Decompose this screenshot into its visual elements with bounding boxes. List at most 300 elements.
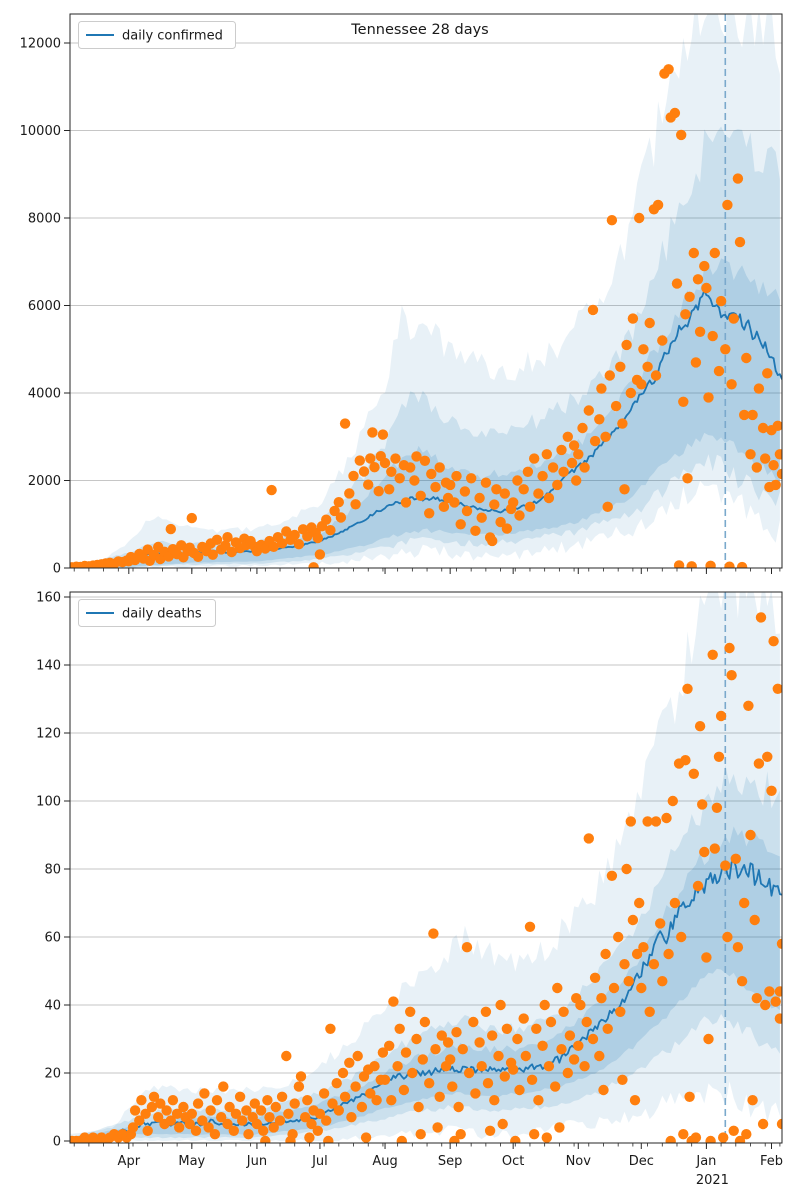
scatter-point (617, 418, 627, 428)
scatter-point (407, 1068, 417, 1078)
scatter-point (323, 1136, 333, 1146)
scatter-point (315, 549, 325, 559)
scatter-point (537, 471, 547, 481)
scatter-point (684, 1092, 694, 1102)
scatter-point (369, 1061, 379, 1071)
scatter-point (615, 1007, 625, 1017)
scatter-point (548, 462, 558, 472)
scatter-point (416, 1129, 426, 1139)
scatter-point (130, 1105, 140, 1115)
scatter-point (596, 993, 606, 1003)
scatter-point (271, 1102, 281, 1112)
scatter-point (210, 1129, 220, 1139)
scatter-point (313, 533, 323, 543)
scatter-point (523, 467, 533, 477)
scatter-point (542, 449, 552, 459)
scatter-point (752, 993, 762, 1003)
scatter-point (699, 261, 709, 271)
scatter-point (590, 973, 600, 983)
scatter-point (638, 344, 648, 354)
scatter-point (556, 445, 566, 455)
scatter-point (588, 1034, 598, 1044)
scatter-point (739, 898, 749, 908)
scatter-point (716, 711, 726, 721)
scatter-point (451, 471, 461, 481)
scatter-point (401, 1047, 411, 1057)
scatter-point (229, 1126, 239, 1136)
scatter-point (296, 1071, 306, 1081)
scatter-point (537, 1041, 547, 1051)
scatter-point (489, 1095, 499, 1105)
scatter-point (680, 309, 690, 319)
scatter-point (674, 560, 684, 570)
scatter-point (754, 758, 764, 768)
scatter-point (775, 1013, 785, 1023)
scatter-point (603, 1024, 613, 1034)
y-tick-label: 20 (44, 1066, 61, 1082)
scatter-point (334, 497, 344, 507)
scatter-point (413, 1102, 423, 1112)
scatter-point (716, 296, 726, 306)
scatter-point (212, 1095, 222, 1105)
scatter-point (420, 1017, 430, 1027)
scatter-point (397, 1136, 407, 1146)
scatter-point (456, 1129, 466, 1139)
scatter-point (344, 488, 354, 498)
scatter-point (621, 864, 631, 874)
scatter-point (277, 1092, 287, 1102)
scatter-point (521, 1051, 531, 1061)
scatter-point (626, 388, 636, 398)
scatter-point (392, 1061, 402, 1071)
scatter-point (325, 525, 335, 535)
scatter-point (705, 561, 715, 571)
scatter-point (766, 786, 776, 796)
scatter-point (348, 471, 358, 481)
scatter-point (136, 1095, 146, 1105)
scatter-point (682, 473, 692, 483)
scatter-point (676, 932, 686, 942)
scatter-point (577, 423, 587, 433)
scatter-point (666, 1136, 676, 1146)
scatter-point (638, 942, 648, 952)
scatter-point (544, 493, 554, 503)
scatter-point (676, 130, 686, 140)
scatter-point (321, 1115, 331, 1125)
scatter-point (603, 502, 613, 512)
x-year-label: 2021 (695, 1173, 729, 1188)
scatter-point (701, 283, 711, 293)
scatter-point (353, 1051, 363, 1061)
scatter-point (424, 508, 434, 518)
scatter-point (174, 1122, 184, 1132)
scatter-point (332, 1078, 342, 1088)
scatter-point (756, 612, 766, 622)
scatter-point (143, 1126, 153, 1136)
scatter-point (468, 1017, 478, 1027)
scatter-point (695, 721, 705, 731)
scatter-point (657, 335, 667, 345)
scatter-point (430, 482, 440, 492)
scatter-point (256, 1105, 266, 1115)
scatter-point (567, 458, 577, 468)
scatter-point (661, 813, 671, 823)
scatter-point (493, 1051, 503, 1061)
scatter-point (264, 1112, 274, 1122)
scatter-point (760, 1000, 770, 1010)
scatter-point (395, 1024, 405, 1034)
scatter-point (384, 484, 394, 494)
scatter-point (420, 456, 430, 466)
scatter-point (720, 860, 730, 870)
scatter-point (563, 1068, 573, 1078)
scatter-point (758, 1119, 768, 1129)
scatter-point (321, 515, 331, 525)
scatter-point (726, 379, 736, 389)
scatter-point (168, 1095, 178, 1105)
scatter-point (699, 847, 709, 857)
scatter-point (743, 701, 753, 711)
scatter-point (308, 562, 318, 572)
scatter-point (733, 173, 743, 183)
scatter-point (512, 1034, 522, 1044)
scatter-point (693, 274, 703, 284)
scatter-point (338, 1068, 348, 1078)
scatter-point (594, 414, 604, 424)
scatter-point (466, 473, 476, 483)
scatter-point (663, 64, 673, 74)
scatter-point (401, 497, 411, 507)
scatter-point (405, 1007, 415, 1017)
scatter-point (531, 1024, 541, 1034)
scatter-point (187, 1109, 197, 1119)
x-month-label: Sep (437, 1154, 463, 1169)
scatter-point (731, 854, 741, 864)
scatter-point (474, 1037, 484, 1047)
scatter-point (514, 510, 524, 520)
scatter-point (367, 427, 377, 437)
scatter-point (710, 248, 720, 258)
scatter-point (708, 331, 718, 341)
scatter-point (500, 1071, 510, 1081)
scatter-point (645, 1007, 655, 1017)
scatter-point (498, 1119, 508, 1129)
bottom-uncertainty-bands (70, 558, 780, 1141)
scatter-point (590, 436, 600, 446)
scatter-point (771, 996, 781, 1006)
scatter-point (424, 1078, 434, 1088)
scatter-point (380, 458, 390, 468)
scatter-point (628, 915, 638, 925)
scatter-point (605, 370, 615, 380)
scatter-point (378, 429, 388, 439)
scatter-point (668, 796, 678, 806)
scatter-point (768, 636, 778, 646)
scatter-point (508, 497, 518, 507)
scatter-point (619, 959, 629, 969)
scatter-point (529, 453, 539, 463)
scatter-point (703, 392, 713, 402)
y-tick-label: 0 (52, 561, 61, 577)
scatter-point (651, 816, 661, 826)
scatter-point (390, 453, 400, 463)
scatter-point (552, 983, 562, 993)
y-tick-label: 10000 (19, 124, 61, 139)
scatter-point (336, 512, 346, 522)
scatter-point (527, 1075, 537, 1085)
scatter-point (546, 1017, 556, 1027)
scatter-point (579, 1061, 589, 1071)
y-tick-label: 160 (36, 590, 61, 606)
scatter-point (670, 898, 680, 908)
y-tick-label: 100 (36, 794, 61, 810)
y-tick-label: 0 (52, 1134, 61, 1150)
scatter-point (470, 526, 480, 536)
scatter-point (703, 1034, 713, 1044)
scatter-point (691, 357, 701, 367)
scatter-point (275, 1115, 285, 1125)
scatter-point (750, 915, 760, 925)
scatter-point (615, 362, 625, 372)
scatter-point (729, 313, 739, 323)
scatter-point (642, 362, 652, 372)
scatter-point (747, 1095, 757, 1105)
bottom-subplot (36, 558, 787, 1188)
scatter-point (319, 1088, 329, 1098)
scatter-point (626, 816, 636, 826)
x-month-label: Jun (246, 1154, 268, 1169)
scatter-point (760, 453, 770, 463)
scatter-point (729, 1126, 739, 1136)
scatter-point (477, 1061, 487, 1071)
scatter-point (684, 292, 694, 302)
scatter-point (350, 499, 360, 509)
x-month-label: Jul (312, 1154, 328, 1169)
y-tick-label: 140 (36, 658, 61, 674)
scatter-point (237, 1115, 247, 1125)
scatter-point (678, 1129, 688, 1139)
scatter-point (613, 932, 623, 942)
scatter-point (617, 1075, 627, 1085)
y-tick-label: 80 (44, 862, 61, 878)
x-month-label: Jan (696, 1154, 717, 1169)
scatter-point (588, 305, 598, 315)
scatter-point (487, 536, 497, 546)
scatter-point (645, 318, 655, 328)
scatter-point (470, 1088, 480, 1098)
scatter-point (607, 871, 617, 881)
scatter-point (258, 1126, 268, 1136)
scatter-point (768, 460, 778, 470)
scatter-point (584, 405, 594, 415)
scatter-point (386, 467, 396, 477)
scatter-point (775, 986, 785, 996)
scatter-point (722, 932, 732, 942)
scatter-point (302, 1095, 312, 1105)
y-tick-label: 40 (44, 998, 61, 1014)
scatter-point (430, 1044, 440, 1054)
scatter-point (710, 843, 720, 853)
scatter-point (764, 986, 774, 996)
scatter-point (266, 485, 276, 495)
scatter-point (689, 248, 699, 258)
scatter-point (722, 200, 732, 210)
scatter-point (691, 1132, 701, 1142)
scatter-point (386, 1095, 396, 1105)
scatter-point (533, 488, 543, 498)
scatter-point (573, 449, 583, 459)
scatter-point (611, 401, 621, 411)
scatter-point (733, 942, 743, 952)
scatter-point (193, 1098, 203, 1108)
scatter-point (693, 881, 703, 891)
scatter-point (519, 1013, 529, 1023)
x-month-label: Aug (372, 1154, 398, 1169)
scatter-point (649, 959, 659, 969)
scatter-point (558, 467, 568, 477)
x-month-label: Oct (501, 1154, 525, 1169)
scatter-point (600, 949, 610, 959)
scatter-point (708, 650, 718, 660)
scatter-point (525, 502, 535, 512)
scatter-point (487, 1030, 497, 1040)
scatter-point (762, 752, 772, 762)
scatter-point (773, 684, 783, 694)
scatter-point (481, 478, 491, 488)
scatter-point (737, 976, 747, 986)
scatter-point (718, 1132, 728, 1142)
scatter-point (456, 519, 466, 529)
scatter-point (512, 475, 522, 485)
scatter-point (519, 484, 529, 494)
x-month-label: Dec (628, 1154, 654, 1169)
scatter-point (435, 462, 445, 472)
scatter-point (621, 340, 631, 350)
scatter-point (449, 497, 459, 507)
scatter-point (508, 1064, 518, 1074)
y-tick-label: 2000 (27, 474, 61, 489)
scatter-point (630, 1095, 640, 1105)
scatter-point (745, 830, 755, 840)
scatter-point (294, 539, 304, 549)
scatter-point (540, 1000, 550, 1010)
scatter-point (346, 1112, 356, 1122)
top-legend-label: daily confirmed (122, 28, 223, 44)
bottom-legend-label: daily deaths (122, 606, 202, 622)
scatter-point (607, 215, 617, 225)
scatter-point (558, 1007, 568, 1017)
scatter-point (405, 462, 415, 472)
scatter-point (745, 449, 755, 459)
scatter-point (600, 432, 610, 442)
scatter-point (634, 213, 644, 223)
scatter-point (481, 1007, 491, 1017)
scatter-point (747, 410, 757, 420)
scatter-point (554, 1122, 564, 1132)
scatter-point (485, 1126, 495, 1136)
scatter-point (409, 475, 419, 485)
scatter-point (199, 1088, 209, 1098)
scatter-point (502, 1024, 512, 1034)
scatter-point (741, 353, 751, 363)
scatter-point (653, 200, 663, 210)
scatter-point (663, 949, 673, 959)
scatter-point (771, 480, 781, 490)
scatter-point (477, 513, 487, 523)
scatter-point (340, 418, 350, 428)
scatter-point (575, 1000, 585, 1010)
scatter-point (579, 462, 589, 472)
y-tick-label: 120 (36, 726, 61, 742)
scatter-point (544, 1061, 554, 1071)
y-tick-label: 6000 (27, 299, 61, 314)
scatter-point (701, 952, 711, 962)
scatter-point (369, 462, 379, 472)
scatter-point (445, 1054, 455, 1064)
scatter-point (432, 1122, 442, 1132)
scatter-point (741, 1129, 751, 1139)
scatter-point (565, 1030, 575, 1040)
scatter-point (726, 670, 736, 680)
scatter-point (262, 1095, 272, 1105)
scatter-point (443, 1037, 453, 1047)
scatter-point (657, 976, 667, 986)
scatter-point (598, 1085, 608, 1095)
scatter-point (724, 562, 734, 572)
scatter-point (235, 1092, 245, 1102)
scatter-point (584, 833, 594, 843)
scatter-point (357, 1102, 367, 1112)
scatter-point (525, 922, 535, 932)
scatter-point (489, 499, 499, 509)
scatter-point (243, 1129, 253, 1139)
scatter-point (187, 513, 197, 523)
scatter-point (569, 1054, 579, 1064)
scatter-point (281, 1051, 291, 1061)
scatter-point (582, 1017, 592, 1027)
y-tick-label: 4000 (27, 386, 61, 402)
scatter-point (464, 1068, 474, 1078)
scatter-point (735, 237, 745, 247)
scatter-point (533, 1095, 543, 1105)
scatter-point (395, 473, 405, 483)
x-month-label: Apr (117, 1154, 141, 1169)
scatter-point (287, 1129, 297, 1139)
scatter-point (529, 1129, 539, 1139)
y-tick-label: 60 (44, 930, 61, 946)
scatter-point (737, 562, 747, 572)
scatter-point (636, 379, 646, 389)
scatter-point (697, 799, 707, 809)
scatter-point (334, 1105, 344, 1115)
scatter-point (447, 1081, 457, 1091)
x-axis-month-labels (118, 1154, 783, 1188)
scatter-point (672, 278, 682, 288)
scatter-point (609, 983, 619, 993)
scatter-point (178, 1102, 188, 1112)
scatter-point (705, 1136, 715, 1146)
scatter-point (624, 976, 634, 986)
scatter-point (363, 480, 373, 490)
scatter-point (350, 1081, 360, 1091)
scatter-point (399, 1085, 409, 1095)
scatter-point (695, 327, 705, 337)
scatter-point (418, 1054, 428, 1064)
scatter-point (550, 1081, 560, 1091)
scatter-point (714, 366, 724, 376)
scatter-point (462, 506, 472, 516)
scatter-point (514, 1085, 524, 1095)
